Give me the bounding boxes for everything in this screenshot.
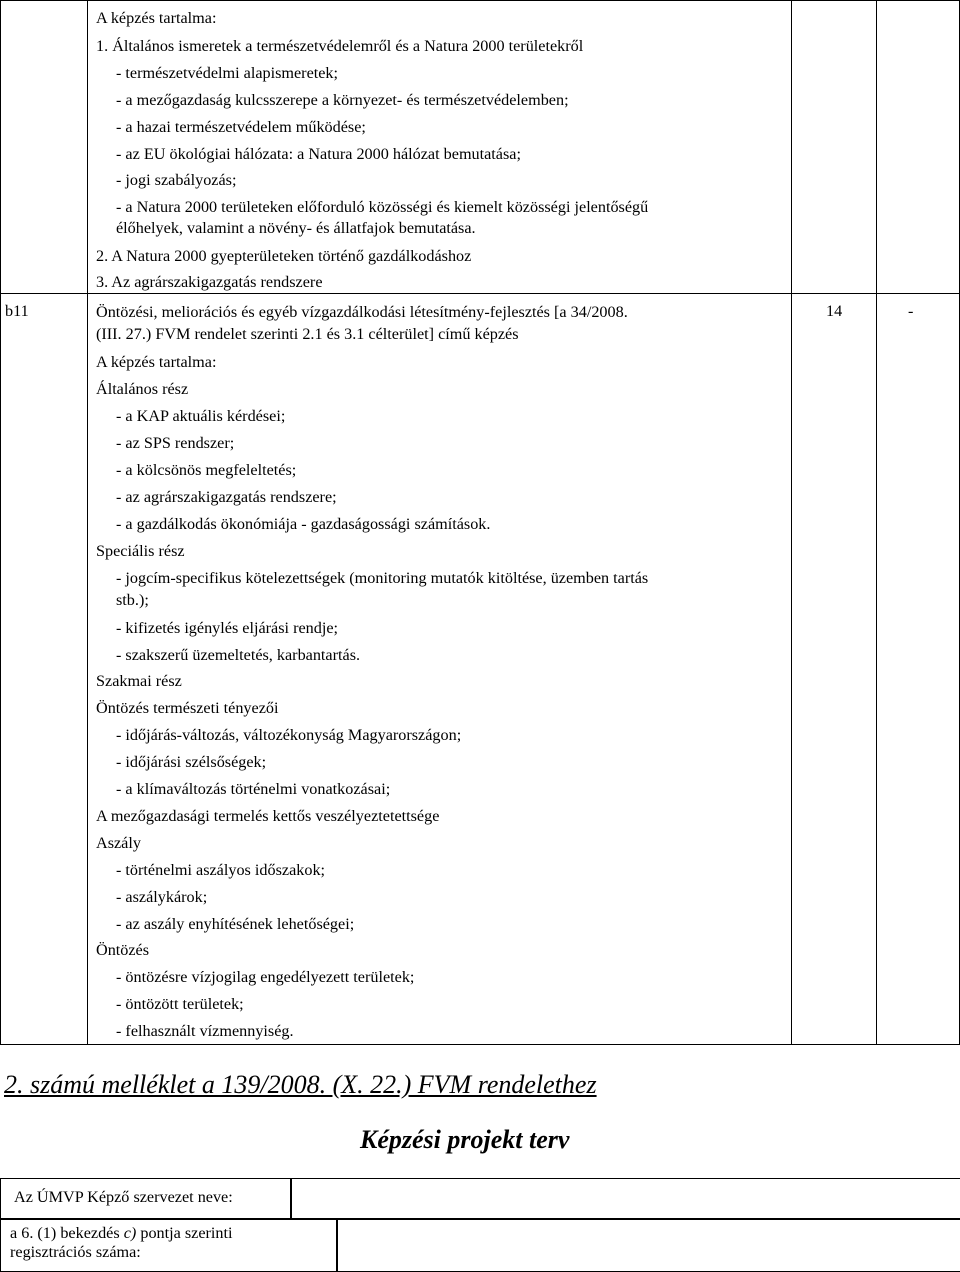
content-line: - a mezőgazdaság kulcsszerepe a környezet- és természetvédelemben; <box>116 91 569 109</box>
org-name-value-cell[interactable] <box>290 1178 960 1220</box>
general-item: - a kölcsönös megfeleltetés; <box>116 461 297 479</box>
entry-code: b11 <box>5 302 29 320</box>
content-line: 1. Általános ismeretek a természetvédelemről és a Natura 2000 területekről <box>96 37 584 55</box>
reg-number-value-cell[interactable] <box>336 1218 960 1272</box>
irrigation-item: - öntözésre vízjogilag engedélyezett területek; <box>116 968 415 986</box>
special-item: - kifizetés igénylés eljárási rendje; <box>116 619 339 637</box>
content-line: - a Natura 2000 területeken előforduló közösségi és kiemelt közösségi jelentőségű <box>116 198 649 216</box>
org-name-label: Az ÚMVP Képző szervezet neve: <box>14 1188 233 1206</box>
reg-number-label <box>10 1223 233 1243</box>
table-border-bottom <box>0 1044 960 1045</box>
irrigation-heading: Öntözés <box>96 941 150 959</box>
general-item: - az SPS rendszer; <box>116 434 235 452</box>
content-line: - a hazai természetvédelem működése; <box>116 118 366 136</box>
project-form <box>0 1178 960 1270</box>
content-line: - természetvédelmi alapismeretek; <box>116 64 339 82</box>
special-item: - szakszerű üzemeltetés, karbantartás. <box>116 646 361 664</box>
entry-title-line: Öntözési, meliorációs és egyéb vízgazdálkodási létesítmény-fejlesztés [a 34/2008. <box>96 303 628 321</box>
table-divider-code <box>87 0 88 1045</box>
general-item: - az agrárszakigazgatás rendszere; <box>116 488 337 506</box>
general-heading: Általános rész <box>96 380 189 398</box>
irrigation-item: - öntözött területek; <box>116 995 244 1013</box>
reg-label-italic: c) <box>123 1224 137 1242</box>
special-item: stb.); <box>116 591 149 609</box>
annex-title: 2. számú melléklet a 139/2008. (X. 22.) FVM rendelethez <box>4 1070 597 1099</box>
table-border-top <box>0 0 960 1</box>
professional-heading: Szakmai rész <box>96 672 182 690</box>
drought-item: - aszálykárok; <box>116 888 208 906</box>
general-item: - a KAP aktuális kérdései; <box>116 407 286 425</box>
irrigation-factors-item: - időjárási szélsőségek; <box>116 753 267 771</box>
project-title: Képzési projekt terv <box>360 1125 570 1154</box>
content-line: A képzés tartalma: <box>96 9 217 27</box>
table-divider-hours <box>876 0 877 1045</box>
table-divider-content <box>791 0 792 1045</box>
entry-title-line: (III. 27.) FVM rendelet szerinti 2.1 és 3.1 célterület] című képzés <box>96 325 519 343</box>
drought-heading: Aszály <box>96 834 141 852</box>
content-line: - az EU ökológiai hálózata: a Natura 2000 hálózat bemutatása; <box>116 145 521 163</box>
irrigation-factors-heading: Öntözés természeti tényezői <box>96 699 279 717</box>
table-border-left <box>0 0 1 1045</box>
content-line: 2. A Natura 2000 gyepterületeken történő gazdálkodáshoz <box>96 247 472 265</box>
risk-heading: A mezőgazdasági termelés kettős veszélyeztetettsége <box>96 807 440 825</box>
content-line: - jogi szabályozás; <box>116 171 237 189</box>
drought-item: - történelmi aszályos időszakok; <box>116 861 326 879</box>
irrigation-factors-item: - időjárás-változás, változékonyság Magyarországon; <box>116 726 462 744</box>
general-item: - a gazdálkodás ökonómiája - gazdaságossági számítások. <box>116 515 491 533</box>
irrigation-item: - felhasznált vízmennyiség. <box>116 1022 294 1040</box>
content-line: 3. Az agrárszakigazgatás rendszere <box>96 273 323 291</box>
special-item: - jogcím-specifikus kötelezettségek (monitoring mutatók kitöltése, üzemben tartás <box>116 569 649 587</box>
table-row-divider <box>0 293 960 294</box>
irrigation-factors-item: - a klímaváltozás történelmi vonatkozásai; <box>116 780 391 798</box>
special-heading: Speciális rész <box>96 542 185 560</box>
reg-number-label-line2: regisztrációs száma: <box>10 1243 141 1261</box>
reg-label-suffix: pontja szerinti <box>136 1224 233 1242</box>
entry-hours: 14 <box>826 302 843 320</box>
content-heading: A képzés tartalma: <box>96 353 217 371</box>
reg-label-prefix: a 6. (1) bekezdés <box>10 1224 124 1242</box>
entry-extra: - <box>908 302 914 320</box>
content-line: élőhelyek, valamint a növény- és állatfajok bemutatása. <box>116 219 476 237</box>
drought-item: - az aszály enyhítésének lehetőségei; <box>116 915 355 933</box>
